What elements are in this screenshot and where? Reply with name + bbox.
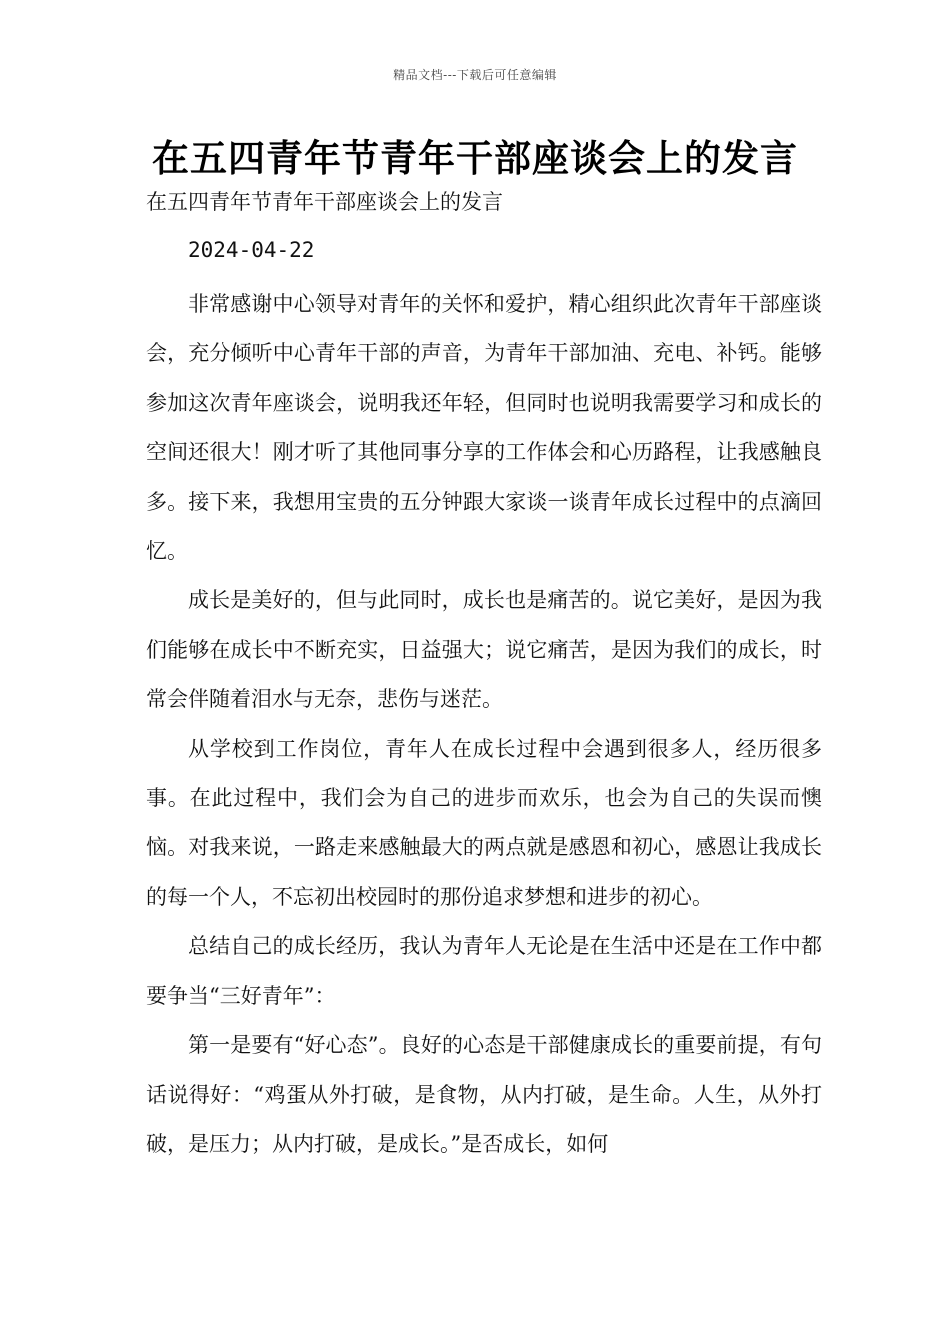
document-title: 在五四青年节青年干部座谈会上的发言	[152, 136, 798, 180]
paragraph: 总结自己的成长经历，我认为青年人无论是在生活中还是在工作中都要争当“三好青年”：	[146, 934, 822, 1008]
page-header: 精品文档---下载后可任意编辑	[393, 68, 557, 82]
document-date: 2024-04-22	[188, 238, 315, 262]
paragraph: 从学校到工作岗位，青年人在成长过程中会遇到很多人，经历很多事。在此过程中，我们会为自己的进步而欢乐，也会为自己的失误而懊恼。对我来说，一路走来感触最大的两点就是感恩和初心，感恩让我成长的每一个人，不忘初出校园时的那份追求梦想和进步的初心。	[146, 736, 822, 909]
paragraph: 成长是美好的，但与此同时，成长也是痛苦的。说它美好，是因为我们能够在成长中不断充实，日益强大；说它痛苦，是因为我们的成长，时常会伴随着泪水与无奈，悲伤与迷茫。	[146, 588, 822, 712]
paragraph: 第一是要有“好心态”。良好的心态是干部健康成长的重要前提，有句话说得好：“鸡蛋从外打破，是食物，从内打破，是生命。人生，从外打破，是压力；从内打破，是成长。”是否成长，如何	[146, 1033, 822, 1156]
document-subtitle: 在五四青年节青年干部座谈会上的发言	[146, 190, 503, 214]
document-body	[146, 280, 822, 1169]
paragraph: 非常感谢中心领导对青年的关怀和爱护，精心组织此次青年干部座谈会，充分倾听中心青年干部的声音，为青年干部加油、充电、补钙。能够参加这次青年座谈会，说明我还年轻，但同时也说明我需要学习和成长的空间还很大！刚才听了其他同事分享的工作体会和心历路程，让我感触良多。接下来，我想用宝贵的五分钟跟大家谈一谈青年成长过程中的点滴回忆。	[146, 292, 822, 564]
